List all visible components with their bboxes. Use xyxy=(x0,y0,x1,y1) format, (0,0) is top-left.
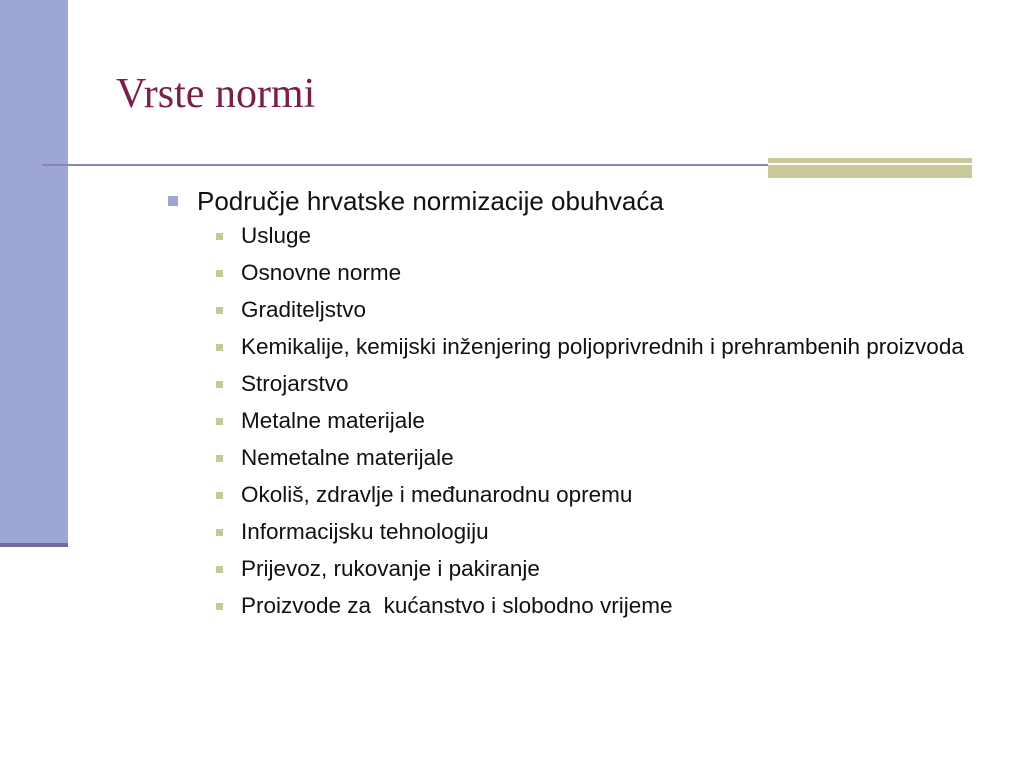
square-bullet-icon xyxy=(216,381,223,388)
slide-content xyxy=(168,184,988,627)
list-item: Usluge xyxy=(216,220,988,251)
square-bullet-icon xyxy=(216,344,223,351)
square-bullet-icon xyxy=(216,270,223,277)
slide-title: Vrste normi xyxy=(116,71,316,117)
list-item: Graditeljstvo xyxy=(216,294,988,325)
square-bullet-icon xyxy=(216,529,223,536)
main-bullet-text: Područje hrvatske normizacije obuhvaća xyxy=(197,186,664,216)
list-item: Proizvode za kućanstvo i slobodno vrijeme xyxy=(216,590,988,621)
list-item: Strojarstvo xyxy=(216,368,988,399)
left-accent-bar-edge xyxy=(0,543,68,547)
square-bullet-icon xyxy=(216,307,223,314)
list-item: Metalne materijale xyxy=(216,405,988,436)
main-bullet xyxy=(168,184,988,218)
square-bullet-icon xyxy=(216,566,223,573)
square-bullet-icon xyxy=(216,233,223,240)
list-item: Kemikalije, kemijski inženjering poljoprivrednih i prehrambenih proizvoda xyxy=(216,331,988,362)
list-item: Osnovne norme xyxy=(216,257,988,288)
list-item: Okoliš, zdravlje i međunarodnu opremu xyxy=(216,479,988,510)
square-bullet-icon xyxy=(216,492,223,499)
list-item: Prijevoz, rukovanje i pakiranje xyxy=(216,553,988,584)
square-bullet-icon xyxy=(216,603,223,610)
square-bullet-icon xyxy=(216,455,223,462)
square-bullet-icon xyxy=(168,196,178,206)
sub-bullet-list xyxy=(168,220,988,621)
divider-accent-block xyxy=(768,158,972,178)
list-item: Nemetalne materijale xyxy=(216,442,988,473)
left-accent-bar xyxy=(0,0,68,545)
square-bullet-icon xyxy=(216,418,223,425)
list-item: Informacijsku tehnologiju xyxy=(216,516,988,547)
